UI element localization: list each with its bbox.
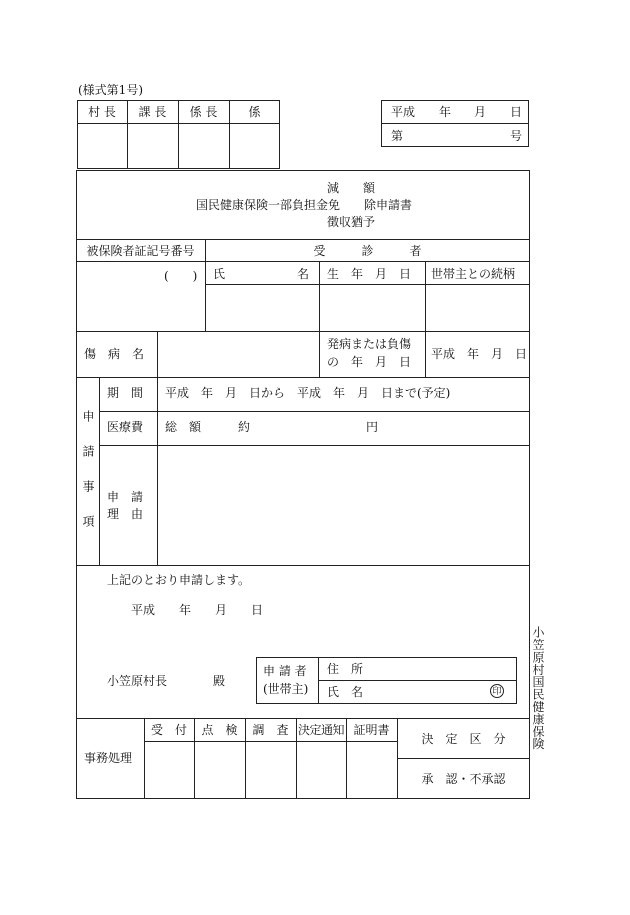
stamp-slot[interactable] bbox=[230, 124, 279, 168]
title-deferral: 徴収猶予 bbox=[327, 215, 376, 229]
stamp-slot[interactable] bbox=[78, 124, 126, 168]
addressee: 小笠原村長 bbox=[107, 674, 168, 688]
office-header-investigation: 調 査 bbox=[252, 723, 289, 737]
receipt-era: 平成 bbox=[391, 105, 416, 119]
approval-options[interactable]: 承 認・不承認 bbox=[421, 772, 506, 786]
decision-category-label: 決 定 区 分 bbox=[421, 731, 506, 746]
address-label: 住 所 bbox=[327, 662, 364, 676]
office-stamp-slot[interactable] bbox=[145, 742, 193, 798]
reason-label-line1: 申 請 bbox=[107, 490, 144, 504]
insured-card-number-field[interactable] bbox=[77, 285, 204, 330]
row-line bbox=[76, 261, 530, 262]
relation-label: 世帯主との続柄 bbox=[431, 267, 516, 281]
period-value[interactable]: 平成 年 月 日から 平成 年 月 日まで(予定) bbox=[165, 386, 451, 400]
receipt-divider bbox=[381, 123, 529, 124]
office-header-certificate: 証明書 bbox=[353, 723, 390, 737]
applicant-name-label: 氏 名 bbox=[327, 685, 364, 699]
onset-label-line1: 発病または負傷 bbox=[327, 337, 412, 351]
patient-name-label: 氏 名 bbox=[213, 267, 310, 281]
col-line bbox=[319, 331, 320, 377]
period-label: 期 間 bbox=[107, 386, 144, 400]
receipt-number-label: 第 bbox=[391, 129, 404, 143]
onset-label-line2: の 年 月 日 bbox=[327, 355, 412, 369]
row-line bbox=[76, 377, 530, 378]
receipt-month: 月 bbox=[474, 105, 487, 119]
medical-approx-label: 約 bbox=[238, 420, 251, 434]
office-processing-label: 事務処理 bbox=[84, 751, 133, 765]
title-reduction: 減 額 bbox=[327, 181, 376, 195]
applicant-label-line2: (世帯主) bbox=[263, 682, 309, 696]
col-line bbox=[99, 377, 100, 565]
office-stamp-slot[interactable] bbox=[347, 742, 396, 798]
office-stamp-slot[interactable] bbox=[246, 742, 295, 798]
office-header-decision-notice: 決定通知 bbox=[297, 723, 344, 737]
onset-date[interactable]: 平成 年 月 日 bbox=[431, 347, 528, 361]
patient-header: 受 診 者 bbox=[313, 243, 422, 258]
approval-header-village-head: 村 長 bbox=[88, 105, 116, 119]
address-field[interactable] bbox=[370, 658, 516, 679]
birth-date-label: 生 年 月 日 bbox=[327, 267, 412, 281]
approval-header-staff: 係 bbox=[248, 105, 261, 119]
col-line bbox=[425, 331, 426, 377]
side-caption: 小笠原村国民健康保険 bbox=[531, 626, 545, 750]
applicant-name-field[interactable] bbox=[370, 681, 488, 703]
reason-label-line2: 理 由 bbox=[107, 507, 144, 521]
relation-field[interactable] bbox=[426, 285, 529, 330]
reason-field[interactable] bbox=[158, 446, 529, 564]
approval-header-subsection-head: 係 長 bbox=[189, 105, 218, 119]
stamp-slot[interactable] bbox=[128, 124, 177, 168]
declaration-date[interactable]: 平成 年 月 日 bbox=[131, 603, 264, 617]
application-items-label: 申請事項 bbox=[81, 410, 95, 550]
medical-total-label: 総 額 bbox=[165, 420, 202, 434]
seal-mark-icon: 印 bbox=[490, 684, 504, 698]
applicant-label-line1: 申 請 者 bbox=[263, 664, 307, 678]
row-line bbox=[99, 411, 530, 412]
row-line bbox=[76, 565, 530, 566]
office-stamp-slot[interactable] bbox=[297, 742, 345, 798]
injury-field[interactable] bbox=[158, 332, 318, 376]
medical-cost-label: 医療費 bbox=[107, 420, 144, 434]
receipt-day: 日 bbox=[510, 105, 523, 119]
form-title: 国民健康保険一部負担金免 除申請書 bbox=[196, 198, 413, 212]
receipt-year: 年 bbox=[439, 105, 452, 119]
insured-card-label: 被保険者証記号番号 bbox=[86, 243, 195, 258]
approval-header-section-head: 課 長 bbox=[138, 105, 167, 119]
office-header-receipt: 受 付 bbox=[150, 723, 187, 737]
receipt-number-suffix: 号 bbox=[510, 129, 523, 143]
stamp-slot[interactable] bbox=[179, 124, 228, 168]
office-header-inspection: 点 検 bbox=[201, 723, 238, 737]
patient-name-field[interactable] bbox=[206, 285, 318, 330]
insured-card-paren: ( ) bbox=[164, 269, 198, 283]
addressee-suffix: 殿 bbox=[213, 674, 226, 688]
form-number: (様式第1号) bbox=[78, 83, 143, 97]
medical-yen-label: 円 bbox=[366, 420, 379, 434]
declaration-text: 上記のとおり申請します。 bbox=[107, 573, 251, 587]
injury-label: 傷 病 名 bbox=[84, 347, 145, 361]
birth-date-field[interactable] bbox=[320, 285, 424, 330]
office-stamp-slot[interactable] bbox=[195, 742, 244, 798]
